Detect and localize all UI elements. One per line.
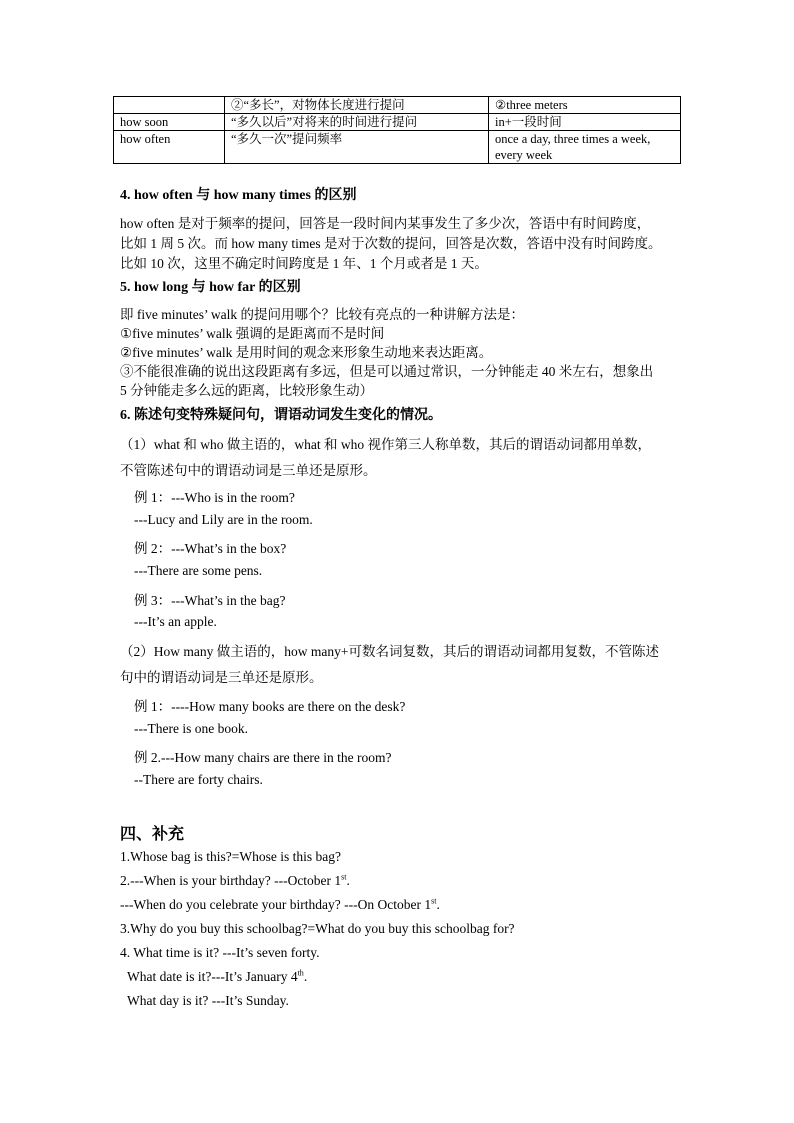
paragraph-line: 句中的谓语动词是三单还是原形。 bbox=[120, 670, 323, 685]
section-5-heading: 5. how long 与 how far 的区别 bbox=[120, 280, 301, 295]
paragraph-line: （2）How many 做主语的，how many+可数名词复数，其后的谓语动词都用复数，不管陈述 bbox=[120, 644, 659, 659]
supplement-line: 2.---When is your birthday? ---October 1st. bbox=[120, 872, 350, 888]
table-cell bbox=[114, 97, 225, 114]
table-cell: “多久一次”提问频率 bbox=[225, 131, 489, 164]
supplement-line: 1.Whose bag is this?=Whose is this bag? bbox=[120, 849, 341, 864]
example-line: ---There is one book. bbox=[134, 721, 248, 736]
table-cell: in+一段时间 bbox=[489, 114, 681, 131]
paragraph-line: ③不能很准确的说出这段距离有多远，但是可以通过常识，一分钟能走 40 米左右，想象出 bbox=[120, 364, 654, 379]
table-cell: how often bbox=[114, 131, 225, 164]
table-row bbox=[114, 131, 681, 164]
table-cell: “多久以后”对将来的时间进行提问 bbox=[225, 114, 489, 131]
example-line: ---There are some pens. bbox=[134, 563, 263, 578]
table-cell: how soon bbox=[114, 114, 225, 131]
table-row bbox=[114, 97, 681, 114]
paragraph-line: how often 是对于频率的提问，回答是一段时间内某事发生了多少次，答语中有时间跨度， bbox=[120, 216, 651, 231]
example-line: 例 2：---What’s in the box? bbox=[134, 541, 287, 556]
example-line: 例 1：----How many books are there on the desk? bbox=[134, 699, 406, 714]
paragraph-line: 比如 10 次，这里不确定时间跨度是 1 年、1 个月或者是 1 天。 bbox=[120, 256, 488, 271]
example-line: ---Lucy and Lily are in the room. bbox=[134, 512, 313, 527]
table-row bbox=[114, 114, 681, 131]
supplement-line: ---When do you celebrate your birthday? ---On October 1st. bbox=[120, 896, 440, 912]
paragraph-line: ②five minutes’ walk 是用时间的观念来形象生动地来表达距离。 bbox=[120, 345, 493, 360]
table-cell: ②three meters bbox=[489, 97, 681, 114]
paragraph-line: 比如 1 周 5 次。而 how many times 是对于次数的提问，回答是次数，答语中没有时间跨度。 bbox=[120, 236, 662, 251]
supplement-line: What date is it?---It’s January 4th. bbox=[127, 968, 308, 984]
question-word-table bbox=[113, 96, 681, 164]
paragraph-line: 5 分钟能走多么远的距离，比较形象生动） bbox=[120, 383, 374, 398]
example-line: 例 1：---Who is in the room? bbox=[134, 490, 295, 505]
example-line: ---It’s an apple. bbox=[134, 614, 217, 629]
example-line: 例 2.---How many chairs are there in the room? bbox=[134, 750, 392, 765]
paragraph-line: 即 five minutes’ walk 的提问用哪个？比较有亮点的一种讲解方法是： bbox=[120, 307, 524, 322]
paragraph-line: 不管陈述句中的谓语动词是三单还是原形。 bbox=[120, 463, 377, 478]
section-6-heading: 6. 陈述句变特殊疑问句，谓语动词发生变化的情况。 bbox=[120, 408, 442, 423]
supplement-heading: 四、补充 bbox=[120, 826, 185, 843]
example-line: --There are forty chairs. bbox=[134, 772, 263, 787]
supplement-line: What day is it? ---It’s Sunday. bbox=[127, 993, 289, 1008]
paragraph-line: （1）what 和 who 做主语的，what 和 who 视作第三人称单数，其后的谓语动词都用单数， bbox=[120, 437, 651, 452]
paragraph-line: ①five minutes’ walk 强调的是距离而不是时间 bbox=[120, 326, 385, 341]
example-line: 例 3：---What’s in the bag? bbox=[134, 593, 286, 608]
section-4-heading: 4. how often 与 how many times 的区别 bbox=[120, 188, 357, 203]
supplement-line: 3.Why do you buy this schoolbag?=What do you buy this schoolbag for? bbox=[120, 921, 515, 936]
supplement-line: 4. What time is it? ---It’s seven forty. bbox=[120, 945, 320, 960]
table-cell: ②“多长”，对物体长度进行提问 bbox=[225, 97, 489, 114]
table-cell: once a day, three times a week, every week bbox=[489, 131, 681, 164]
